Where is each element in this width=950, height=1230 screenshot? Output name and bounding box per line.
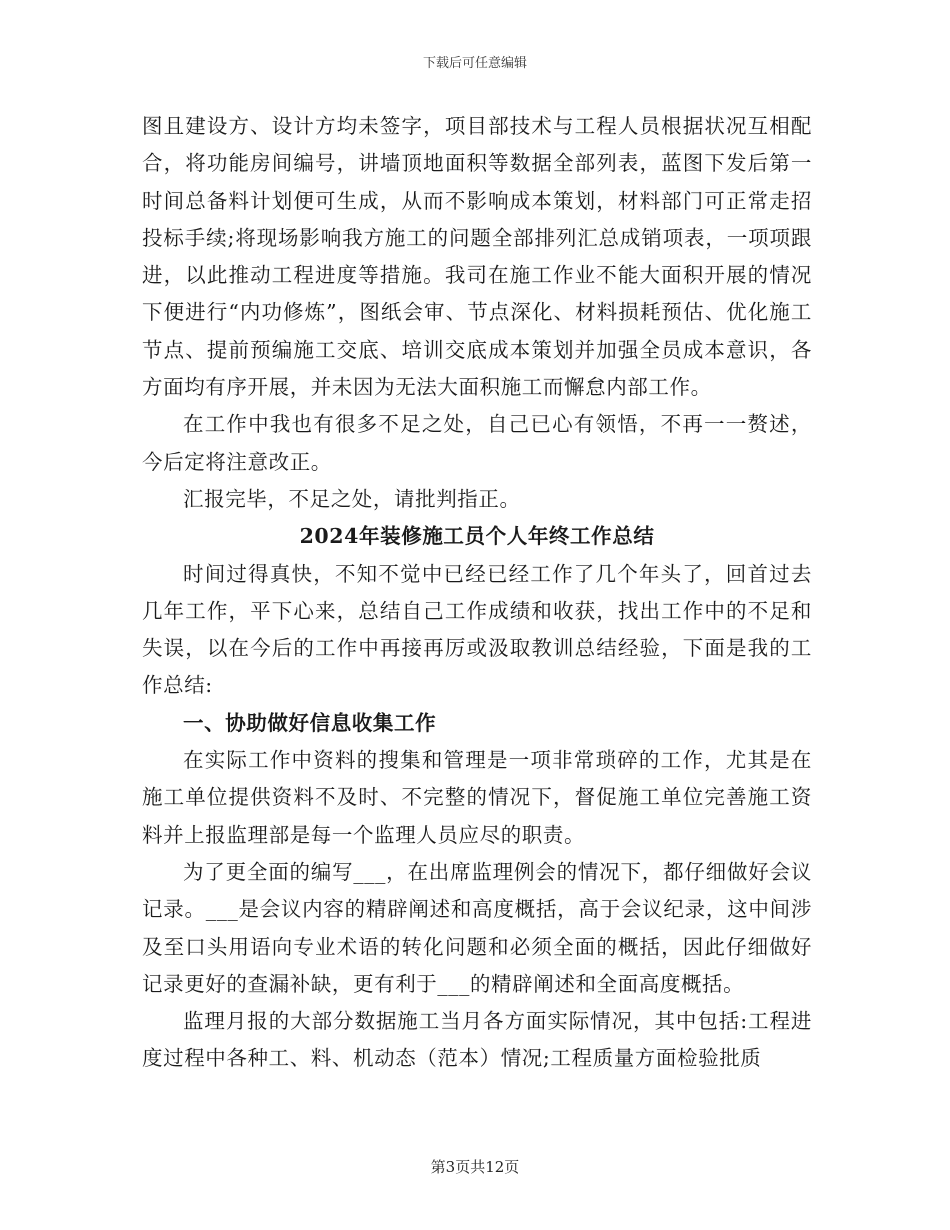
page-footer: 第3页共12页 (430, 1158, 520, 1176)
paragraph-section1-c: 监理月报的大部分数据施工当月各方面实际情况，其中包括:工程进度过程中各种工、料、机动态（范本）情况;工程质量方面检验批质 (142, 1009, 812, 1071)
paragraph-closing: 汇报完毕，不足之处，请批判指正。 (183, 486, 521, 511)
section-heading-1: 一、协助做好信息收集工作 (183, 710, 437, 735)
paragraph-section1-a: 在实际工作中资料的搜集和管理是一项非常琐碎的工作，尤其是在施工单位提供资料不及时、不完整的情况下，督促施工单位完善施工资料并上报监理部是每一个监理人员应尽的职责。 (142, 748, 812, 847)
paragraph-shortfall: 在工作中我也有很多不足之处，自己已心有领悟，不再一一赘述，今后定将注意改正。 (142, 412, 812, 474)
paragraph-continuation: 图且建设方、设计方均未签字，项目部技术与工程人员根据状况互相配合，将功能房间编号，讲墙顶地面积等数据全部列表，蓝图下发后第一时间总备料计划便可生成，从而不影响成本策划，材料部门可正常走招投标手续;将现场影响我方施工的问题全部排列汇总成销项表，一项项跟进，以此推动工程进度等措施。我司在施工作业不能大面积开展的情况下便进行“内功修炼”，图纸会审、节点深化、材料损耗预估、优化施工节点、提前预编施工交底、培训交底成本策划并加强全员成本意识，各方面均有序开展，并未因为无法大面积施工而懈怠内部工作。 (142, 114, 812, 400)
paragraph-intro: 时间过得真快，不知不觉中已经已经工作了几个年头了，回首过去几年工作，平下心来，总结自己工作成绩和收获，找出工作中的不足和失误，以在今后的工作中再接再厉或汲取教训总结经验，下面是我的工作总结: (142, 561, 812, 698)
paragraph-section1-b: 为了更全面的编写___，在出席监理例会的情况下，都仔细做好会议记录。___是会议内容的精辟阐述和高度概括，高于会议纪录，这中间涉及至口头用语向专业术语的转化问题和必须全面的概括，因此仔细做好记录更好的查漏补缺，更有利于___的精辟阐述和全面高度概括。 (142, 859, 812, 996)
document-body (142, 108, 812, 1078)
document-title: 2024年装修施工员个人年终工作总结 (299, 524, 655, 549)
page-header: 下载后可任意编辑 (422, 56, 527, 71)
